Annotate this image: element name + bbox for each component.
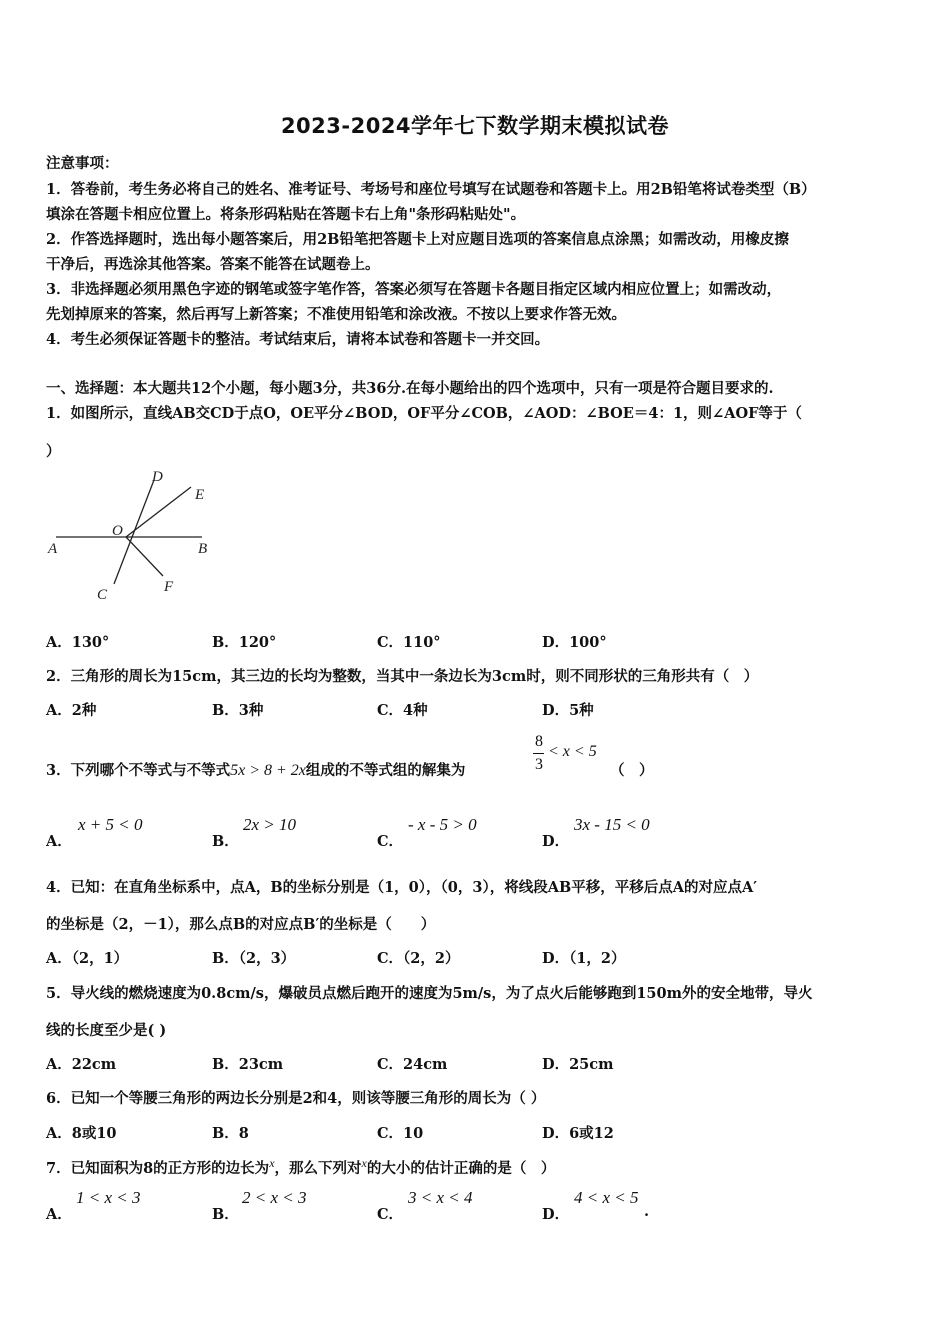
q4-option-c[interactable]: C．（2，2） — [377, 950, 460, 967]
q6-option-c[interactable]: C．10 — [377, 1125, 424, 1142]
q2-option-b[interactable]: B．3种 — [212, 702, 264, 719]
q1-option-c[interactable]: C．110° — [377, 634, 441, 651]
notice-line: 1．答卷前，考生务必将自己的姓名、准考证号、考场号和座位号填写在试题卷和答题卡上。用2B铅笔将试卷类型（B） — [46, 181, 816, 198]
q4-option-d[interactable]: D．（1，2） — [542, 950, 626, 967]
q2-option-a[interactable]: A．2种 — [46, 702, 97, 719]
q6-option-a[interactable]: A．8或10 — [46, 1125, 117, 1142]
q4-option-a[interactable]: A．（2，1） — [46, 950, 129, 967]
question-7-text — [46, 1156, 555, 1178]
q7-part-2: ，那么下列对 — [274, 1159, 362, 1177]
q7-option-d-math[interactable]: 4 < x < 5 — [574, 1188, 639, 1207]
notice-line: 4．考生必须保证答题卡的整洁。考试结束后，请将本试卷和答题卡一并交回。 — [46, 331, 550, 348]
notice-line: 先划掉原来的答案，然后再写上新答案；不准使用铅笔和涂改液。不按以上要求作答无效。 — [46, 306, 626, 323]
question-1-figure — [40, 462, 240, 607]
question-5-line-1: 5．导火线的燃烧速度为0.8cm/s，爆破员点燃后跑开的速度为5m/s，为了点火后能够跑到150m外的安全地带，导火 — [46, 985, 813, 1002]
label-o: O — [112, 523, 123, 539]
label-b: B — [198, 541, 208, 557]
q7-option-c-letter[interactable]: C． — [377, 1206, 404, 1223]
q1-option-a[interactable]: A．130° — [46, 634, 110, 651]
q7-part-1: 7．已知面积为8的正方形的边长为 — [46, 1159, 270, 1177]
q7-option-b-letter[interactable]: B． — [212, 1206, 239, 1223]
question-1-close: ） — [46, 443, 61, 460]
notice-line: 3．非选择题必须用黑色字迹的钢笔或签字笔作答，答案必须写在答题卡各题目指定区域内相应位置上；如需改动， — [46, 281, 782, 298]
q3-middle: 组成的不等式组的解集为 — [305, 762, 466, 779]
notice-line: 干净后，再选涂其他答案。答案不能答在试题卷上。 — [46, 256, 380, 273]
q2-option-d[interactable]: D．5种 — [542, 702, 594, 719]
label-c: C — [97, 587, 108, 603]
q3-frac-numerator: 8 — [535, 733, 543, 750]
q3-paren: （ ） — [610, 762, 654, 779]
notice-line: 填涂在答题卡相应位置上。将条形码粘贴在答题卡右上角"条形码粘贴处"。 — [46, 206, 526, 223]
question-6-text: 6．已知一个等腰三角形的两边长分别是2和4，则该等腰三角形的周长为（ ） — [46, 1090, 546, 1107]
label-f: F — [164, 579, 174, 595]
q5-option-a[interactable]: A．22cm — [46, 1056, 117, 1073]
q7-end-dot: . — [644, 1203, 650, 1220]
q4-option-b[interactable]: B．（2，3） — [212, 950, 296, 967]
q5-option-c[interactable]: C．24cm — [377, 1056, 448, 1073]
ray-oe — [126, 487, 191, 537]
q3-option-d-math[interactable]: 3x - 15 < 0 — [574, 815, 650, 834]
q3-option-b-math[interactable]: 2x > 10 — [243, 815, 297, 834]
ray-of — [126, 537, 163, 576]
q3-option-a-math[interactable]: x + 5 < 0 — [78, 815, 143, 834]
q6-option-b[interactable]: B．8 — [212, 1125, 249, 1142]
q2-option-c[interactable]: C．4种 — [377, 702, 428, 719]
notice-line: 2．作答选择题时，选出每小题答案后，用2B铅笔把答题卡上对应题目选项的答案信息点涂黑；如需改动，用橡皮擦 — [46, 231, 789, 248]
q1-option-b[interactable]: B．120° — [212, 634, 277, 651]
q7-var-1: x — [269, 1156, 275, 1170]
q3-option-c-letter[interactable]: C． — [377, 833, 404, 850]
q5-option-b[interactable]: B．23cm — [212, 1056, 284, 1073]
page-title: 2023-2024学年七下数学期末模拟试卷 — [280, 114, 670, 138]
q7-option-a-math[interactable]: 1 < x < 3 — [76, 1188, 141, 1207]
label-a: A — [48, 541, 58, 557]
question-4-line-1: 4．已知：在直角坐标系中，点A，B的坐标分别是（1，0），（0，3），将线段AB平移，平移后点A的对应点A′ — [46, 879, 758, 896]
q7-option-c-math[interactable]: 3 < x < 4 — [408, 1188, 473, 1207]
q6-option-d[interactable]: D．6或12 — [542, 1125, 614, 1142]
q3-option-d-letter[interactable]: D． — [542, 833, 570, 850]
q3-prefix: 3．下列哪个不等式与不等式 — [46, 762, 231, 779]
notice-heading: 注意事项： — [46, 155, 119, 172]
q7-option-b-math[interactable]: 2 < x < 3 — [242, 1188, 307, 1207]
q7-part-3: 的大小的估计正确的是（ ） — [366, 1159, 556, 1177]
q7-option-a-letter[interactable]: A． — [46, 1206, 72, 1223]
q1-option-d[interactable]: D．100° — [542, 634, 607, 651]
question-5-line-2: 线的长度至少是( ) — [46, 1022, 167, 1039]
q5-option-d[interactable]: D．25cm — [542, 1056, 614, 1073]
question-4-line-2: 的坐标是（2，－1），那么点B的对应点B′的坐标是（ ） — [46, 916, 436, 933]
question-2-text: 2．三角形的周长为15cm，其三边的长均为整数，当其中一条边长为3cm时，则不同形状的三角形共有（ ） — [46, 668, 759, 685]
q3-frac-denominator: 3 — [535, 756, 543, 773]
question-3-text — [46, 759, 465, 780]
q3-frac-bar — [533, 753, 544, 754]
question-1-text: 1．如图所示，直线AB交CD于点O，OE平分∠BOD，OF平分∠COB，∠AOD：∠BOE＝4：1，则∠AOF等于（ — [46, 405, 802, 422]
label-e: E — [195, 487, 205, 503]
label-d: D — [152, 469, 163, 485]
q3-option-a-letter[interactable]: A． — [46, 833, 72, 850]
q3-option-b-letter[interactable]: B． — [212, 833, 239, 850]
q3-inequality: 5x > 8 + 2x — [230, 762, 306, 779]
section-heading: 一、选择题：本大题共12个小题，每小题3分，共36分.在每小题给出的四个选项中，只有一项是符合题目要求的. — [46, 380, 774, 397]
q3-solution-tail: < x < 5 — [548, 743, 597, 760]
q7-option-d-letter[interactable]: D． — [542, 1206, 570, 1223]
q3-option-c-math[interactable]: - x - 5 > 0 — [408, 815, 477, 834]
q7-var-2: x — [361, 1156, 367, 1170]
